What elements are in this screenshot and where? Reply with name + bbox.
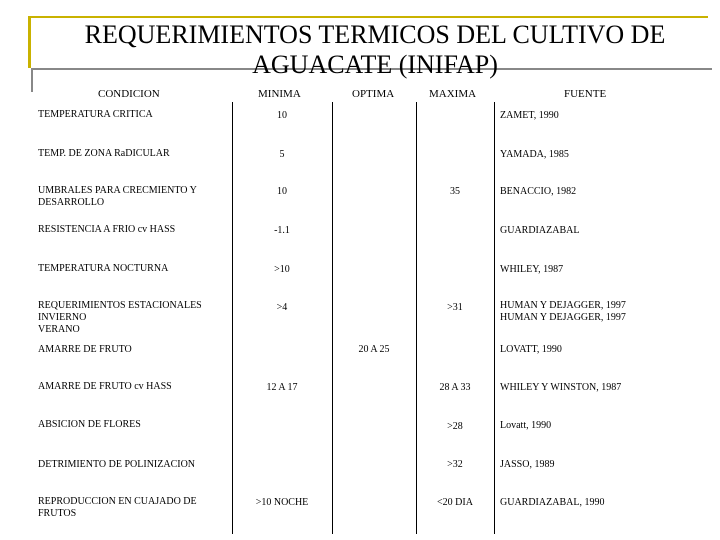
row-fuente: YAMADA, 1985 xyxy=(500,149,569,160)
header-condicion: CONDICION xyxy=(98,88,160,100)
row-fuente: LOVATT, 1990 xyxy=(500,344,562,355)
page-title: REQUERIMIENTOS TERMICOS DEL CULTIVO DE AGUACATE (INIFAP) xyxy=(84,20,666,79)
row-condicion: TEMPERATURA CRITICA xyxy=(38,109,153,120)
row-fuente: GUARDIAZABAL, 1990 xyxy=(500,497,605,508)
column-divider xyxy=(332,102,333,534)
row-maxima: 28 A 33 xyxy=(439,382,471,393)
row-minima: 10 xyxy=(277,186,287,197)
row-condicion: TEMPERATURA NOCTURNA xyxy=(38,263,169,274)
column-divider xyxy=(494,102,495,534)
row-fuente: GUARDIAZABAL xyxy=(500,225,580,236)
row-condicion: UMBRALES PARA CRECMIENTO Y DESARROLLO xyxy=(38,185,197,208)
row-maxima: >31 xyxy=(447,302,463,313)
row-minima: >10 NOCHE xyxy=(255,497,309,508)
column-divider xyxy=(232,102,233,534)
header-maxima: MAXIMA xyxy=(429,88,477,100)
row-maxima: <20 DIA xyxy=(437,497,473,508)
row-condicion: AMARRE DE FRUTO cv HASS xyxy=(38,381,172,392)
row-fuente: Lovatt, 1990 xyxy=(500,420,552,431)
row-minima: >4 xyxy=(276,302,288,313)
row-condicion: ABSICION DE FLORES xyxy=(38,419,141,430)
row-fuente: ZAMET, 1990 xyxy=(500,110,559,121)
row-minima: 12 A 17 xyxy=(266,382,298,393)
row-condicion: DETRIMIENTO DE POLINIZACION xyxy=(38,459,196,470)
row-fuente: WHILEY, 1987 xyxy=(500,264,564,275)
row-optima: 20 A 25 xyxy=(358,344,390,355)
row-minima: 10 xyxy=(277,110,287,121)
row-fuente: JASSO, 1989 xyxy=(500,459,555,470)
row-fuente: BENACCIO, 1982 xyxy=(500,186,577,197)
header-fuente: FUENTE xyxy=(564,88,607,100)
header-optima: OPTIMA xyxy=(352,88,395,100)
row-condicion: TEMP. DE ZONA RaDICULAR xyxy=(38,148,170,159)
row-fuente: HUMAN Y DEJAGGER, 1997 HUMAN Y DEJAGGER, 1997 xyxy=(500,300,626,323)
row-minima: -1.1 xyxy=(274,225,290,236)
row-condicion: REQUERIMIENTOS ESTACIONALES INVIERNO VERANO xyxy=(38,300,202,335)
header-minima: MINIMA xyxy=(258,88,301,100)
row-condicion: REPRODUCCION EN CUAJADO DE FRUTOS xyxy=(38,496,197,519)
row-condicion: AMARRE DE FRUTO xyxy=(38,344,132,355)
row-maxima: >28 xyxy=(447,421,463,432)
row-minima: >10 xyxy=(274,264,290,275)
row-condicion: RESISTENCIA A FRIO cv HASS xyxy=(38,224,176,235)
row-maxima: 35 xyxy=(450,186,460,197)
row-maxima: >32 xyxy=(447,459,463,470)
row-minima: 5 xyxy=(279,149,285,160)
row-fuente: WHILEY Y WINSTON, 1987 xyxy=(500,382,622,393)
